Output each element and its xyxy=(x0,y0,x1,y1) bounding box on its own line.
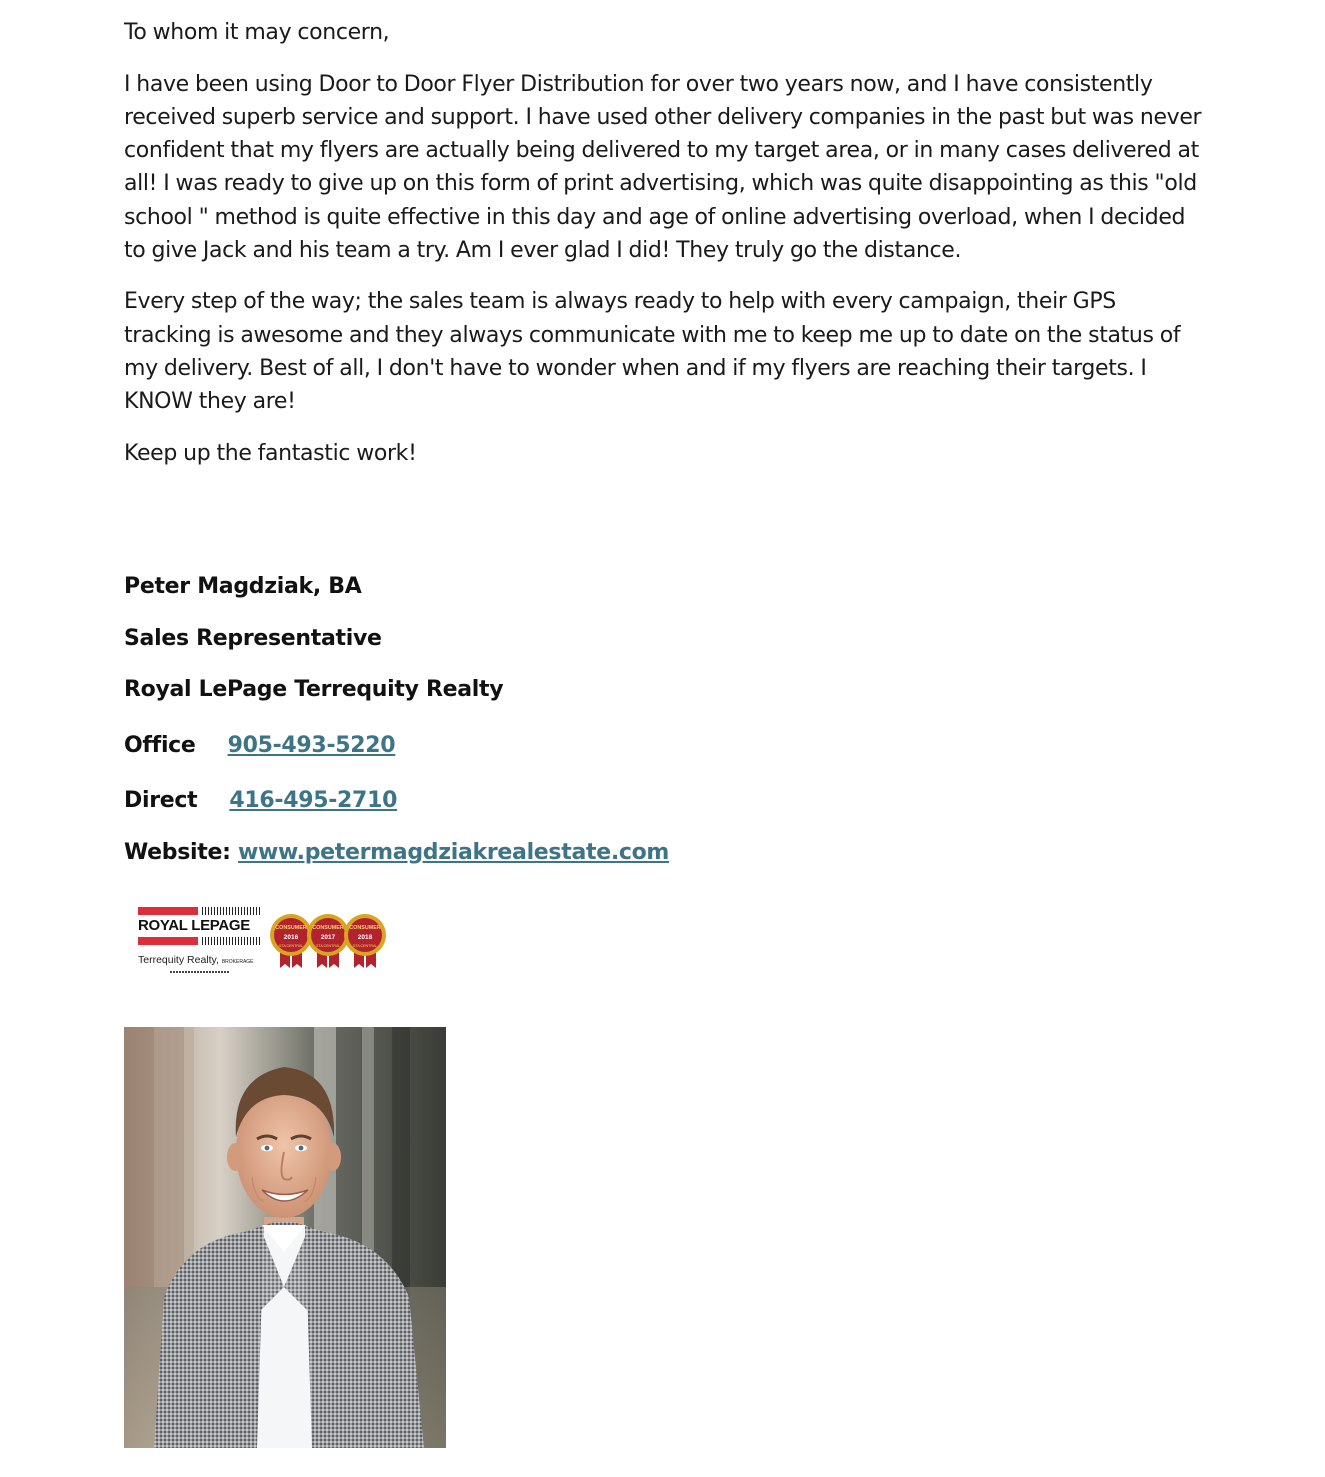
royal-lepage-logo xyxy=(136,904,394,978)
badge-year: 2018 xyxy=(357,934,373,941)
badge-year: 2017 xyxy=(320,934,336,941)
badge-year: 2016 xyxy=(283,934,299,941)
office-label: Office xyxy=(124,733,196,758)
direct-label: Direct xyxy=(124,788,198,813)
letter-greeting: To whom it may concern, xyxy=(124,20,390,45)
badge-label: CONSUMER xyxy=(349,925,381,931)
agent-portrait-photo xyxy=(124,1027,446,1448)
badge-sub: GTA CENTRAL xyxy=(315,944,341,948)
signature-company: Royal LePage Terrequity Realty xyxy=(124,677,504,702)
consumer-choice-badges xyxy=(266,906,394,970)
website-link[interactable]: www.petermagdziakrealestate.com xyxy=(237,840,670,865)
website-line xyxy=(124,836,669,869)
letter-closing: Keep up the fantastic work! xyxy=(124,440,417,466)
badge-2017 xyxy=(307,914,349,968)
logo-brand-text: ROYAL LEPAGE xyxy=(138,917,250,934)
badge-sub: GTA CENTRAL xyxy=(278,944,304,948)
logo-brokerage: Terrequity Realty, BROKERAGE xyxy=(138,954,254,966)
letter-body xyxy=(124,16,1204,488)
website-label: Website: xyxy=(124,840,231,865)
signature-title: Sales Representative xyxy=(124,626,382,651)
badge-sub: GTA CENTRAL xyxy=(352,944,378,948)
badge-label: CONSUMER xyxy=(312,925,344,931)
direct-line xyxy=(124,784,397,817)
letter-paragraph-1: I have been using Door to Door Flyer Distribution for over two years now, and I have consistently received superb service and support. I have used other delivery companies in the past but was never confident that my flyers are actually being delivered to my target area, or in many cases delivered at all! I was ready to give up on this form of print advertising, which was quite disappointing as this "old school " method is quite effective in this day and age of online advertising overload, when I decided to give Jack and his team a try. Am I ever glad I did! They truly go the distance. xyxy=(124,71,1202,263)
portrait-illustration xyxy=(124,1027,446,1448)
office-line xyxy=(124,729,395,762)
letter-paragraph-2: Every step of the way; the sales team is always ready to help with every campaign, their GPS tracking is awesome and they always communicate with me to keep me up to date on the status of my delivery. Best of all, I don't have to wonder when and if my flyers are reaching their targets. I KNOW they are! xyxy=(124,289,1181,415)
office-phone-link[interactable]: 905-493-5220 xyxy=(227,733,396,758)
badge-label: CONSUMER xyxy=(275,925,307,931)
royal-lepage-wordmark xyxy=(136,904,266,978)
badge-2018 xyxy=(344,914,386,968)
direct-phone-link[interactable]: 416-495-2710 xyxy=(229,788,398,813)
badge-2016 xyxy=(270,914,312,968)
signature-name: Peter Magdziak, BA xyxy=(124,574,362,599)
